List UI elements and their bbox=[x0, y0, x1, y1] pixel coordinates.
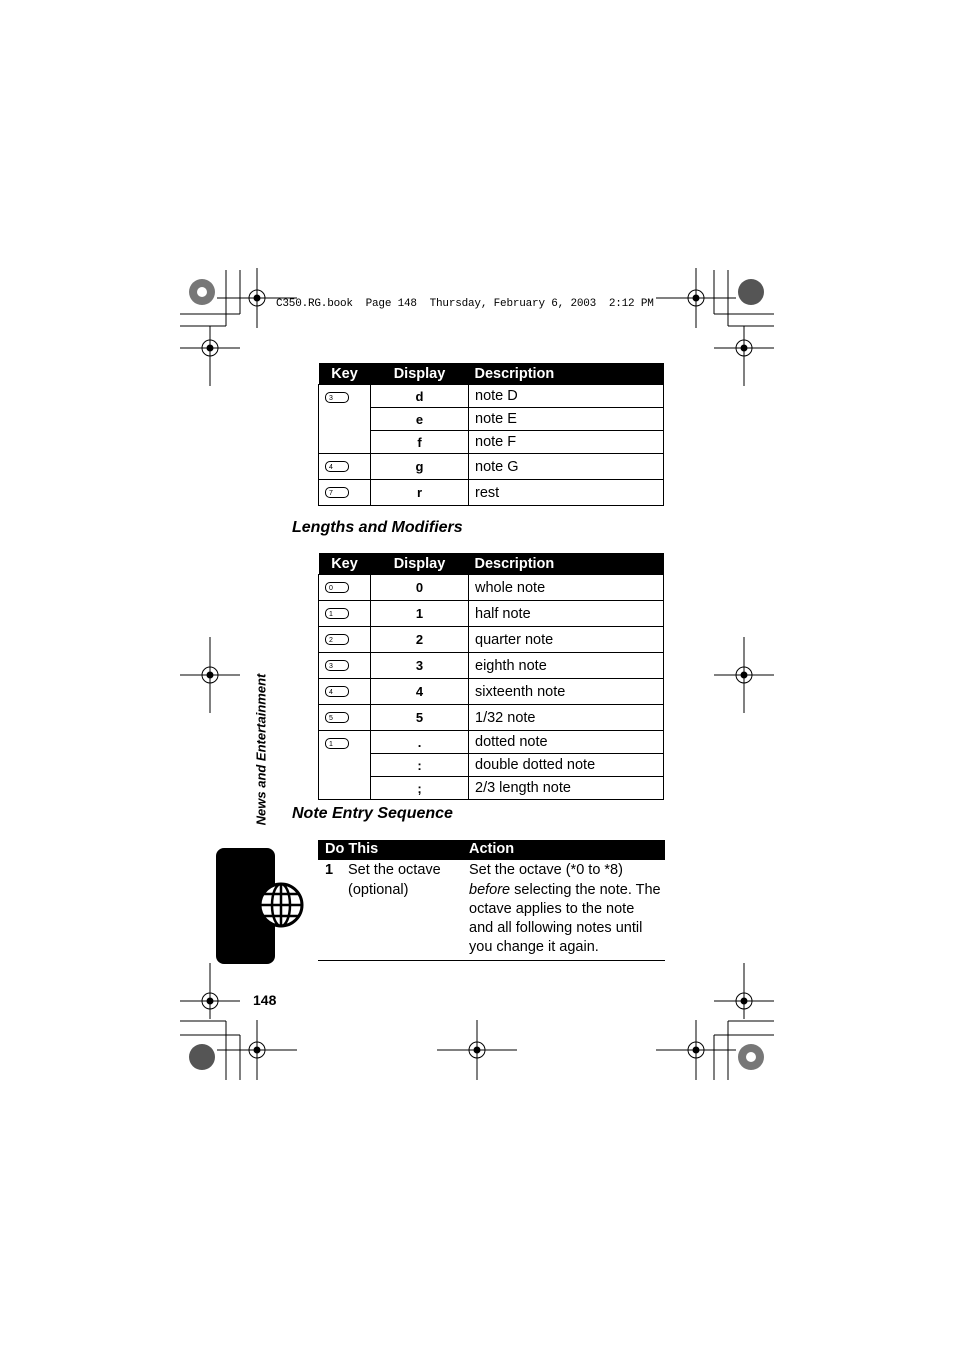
key-5-icon: 5 bbox=[325, 712, 349, 723]
table-row bbox=[319, 431, 664, 454]
table-row bbox=[319, 454, 664, 480]
key-3-icon: 3 bbox=[325, 392, 349, 403]
description-cell: 1/32 note bbox=[469, 705, 664, 731]
display-cell: r bbox=[371, 480, 469, 506]
side-section-label: News and Entertainment bbox=[253, 673, 269, 826]
file-header-line: C350.RG.book Page 148 Thursday, February 6, 2003 2:12 PM bbox=[276, 298, 654, 310]
section-title-lengths: Lengths and Modifiers bbox=[292, 519, 463, 536]
display-cell: : bbox=[371, 754, 469, 777]
col-description: Description bbox=[469, 363, 664, 385]
description-cell: whole note bbox=[469, 575, 664, 601]
table-row bbox=[319, 777, 664, 800]
page-number: 148 bbox=[253, 992, 277, 1008]
key-1-icon: 1 bbox=[325, 738, 349, 749]
display-cell: d bbox=[371, 385, 469, 408]
key-cell bbox=[319, 627, 371, 653]
display-cell: g bbox=[371, 454, 469, 480]
col-display: Display bbox=[371, 553, 469, 575]
table-row bbox=[319, 480, 664, 506]
key-2-icon: 2 bbox=[325, 634, 349, 645]
table-row bbox=[319, 575, 664, 601]
action-line5: you change it again. bbox=[469, 939, 599, 955]
display-cell: . bbox=[371, 731, 469, 754]
action-emphasis: before bbox=[469, 882, 511, 898]
action-line3: octave applies to the note bbox=[469, 901, 635, 917]
col-key: Key bbox=[319, 363, 371, 385]
description-cell: double dotted note bbox=[469, 754, 664, 777]
key-7-icon: 7 bbox=[325, 487, 349, 498]
table-row bbox=[319, 705, 664, 731]
display-cell: ; bbox=[371, 777, 469, 800]
display-cell: 3 bbox=[371, 653, 469, 679]
key-0-icon: 0 bbox=[325, 582, 349, 593]
table-row bbox=[318, 860, 665, 961]
key-cell bbox=[319, 731, 371, 800]
key-cell bbox=[319, 705, 371, 731]
col-display: Display bbox=[371, 363, 469, 385]
description-cell: note E bbox=[469, 408, 664, 431]
display-cell: 2 bbox=[371, 627, 469, 653]
key-3-icon: 3 bbox=[325, 660, 349, 671]
table-row bbox=[319, 731, 664, 754]
col-description: Description bbox=[469, 553, 664, 575]
display-cell: 5 bbox=[371, 705, 469, 731]
step-text-line1: Set the octave bbox=[348, 862, 441, 878]
table-row bbox=[319, 679, 664, 705]
step-text-line2: (optional) bbox=[348, 882, 409, 898]
action-line1: Set the octave (*0 to *8) bbox=[469, 862, 623, 878]
display-cell: 1 bbox=[371, 601, 469, 627]
col-do-this: Do This bbox=[325, 841, 379, 857]
globe-icon bbox=[258, 882, 304, 928]
description-cell: eighth note bbox=[469, 653, 664, 679]
description-cell: rest bbox=[469, 480, 664, 506]
table-row bbox=[319, 653, 664, 679]
sequence-table bbox=[318, 840, 665, 961]
key-cell bbox=[319, 653, 371, 679]
step-number: 1 bbox=[325, 862, 334, 878]
key-4-icon: 4 bbox=[325, 461, 349, 472]
display-cell: e bbox=[371, 408, 469, 431]
table-row bbox=[319, 601, 664, 627]
table-row bbox=[319, 385, 664, 408]
key-cell bbox=[319, 575, 371, 601]
col-action: Action bbox=[469, 841, 515, 857]
key-cell bbox=[319, 679, 371, 705]
description-cell: note F bbox=[469, 431, 664, 454]
display-cell: 4 bbox=[371, 679, 469, 705]
description-cell: dotted note bbox=[469, 731, 664, 754]
display-cell: f bbox=[371, 431, 469, 454]
table-row bbox=[319, 627, 664, 653]
description-cell: 2/3 length note bbox=[469, 777, 664, 800]
key-cell bbox=[319, 385, 371, 454]
action-line4: and all following notes until bbox=[469, 920, 643, 936]
table-row bbox=[319, 754, 664, 777]
action-line2 bbox=[469, 882, 661, 898]
key-cell bbox=[319, 601, 371, 627]
key-1-icon: 1 bbox=[325, 608, 349, 619]
display-cell: 0 bbox=[371, 575, 469, 601]
sequence-table-header bbox=[318, 840, 665, 860]
table-row bbox=[319, 408, 664, 431]
col-key: Key bbox=[319, 553, 371, 575]
key-cell bbox=[319, 480, 371, 506]
description-cell: quarter note bbox=[469, 627, 664, 653]
description-cell: half note bbox=[469, 601, 664, 627]
description-cell: note D bbox=[469, 385, 664, 408]
key-cell bbox=[319, 454, 371, 480]
lengths-table bbox=[318, 553, 664, 800]
description-cell: sixteenth note bbox=[469, 679, 664, 705]
notes-table bbox=[318, 363, 664, 506]
section-title-sequence: Note Entry Sequence bbox=[292, 805, 453, 822]
action-line2-rest: selecting the note. The bbox=[510, 882, 661, 898]
description-cell: note G bbox=[469, 454, 664, 480]
key-4-icon: 4 bbox=[325, 686, 349, 697]
